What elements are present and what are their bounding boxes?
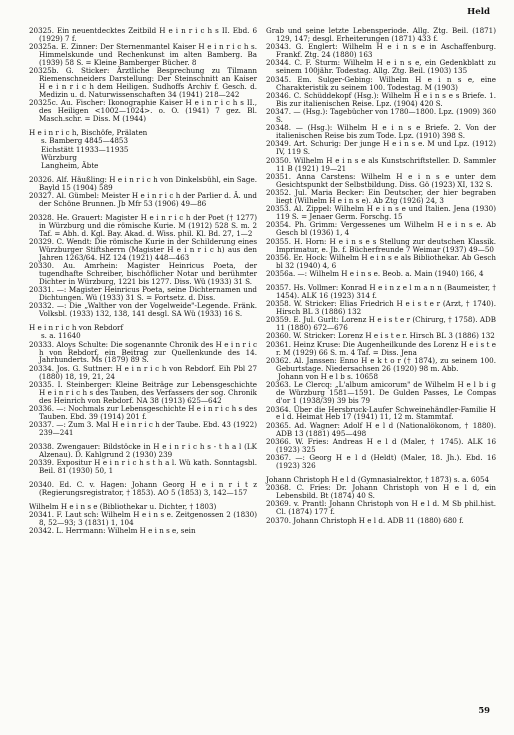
bibliography-entry — [29, 43, 257, 67]
entry-text: —: Magister Heinricus Poeta, seine Dichternamen und Dichtungen. Wü (1933) 31 S. = Fortsetz. d. Diss. — [39, 285, 257, 303]
entry-text: Anna Carstens: Wilhelm H e i n s e unter dem Gesichtspunkt der Selbstbildung. Diss. Gö (1923) XI, 132 S. — [276, 171, 496, 189]
entry-number: 20336. — [29, 404, 54, 414]
entry-text: C. Fries: Dr. Johann Christoph von H e l d, ein Lebensbild. Bt (1874) 40 S. — [276, 483, 496, 501]
entry-number: 20370. — [266, 515, 291, 525]
entry-text: W. Stricker: Elias Friedrich H e i s t e r (Arzt, † 1740). Hirsch BL 3 (1886) 132 — [276, 299, 496, 316]
entry-number: 20345. — [266, 74, 291, 84]
entry-number: 20362. — [266, 355, 291, 365]
entry-number: 20325c. — [29, 98, 58, 108]
entry-text: —: Wilhelm H e i n s e. Beob. a. Main (1940) 166, 4 — [297, 269, 484, 279]
entry-text: Zwengauer: Bildstöcke in H e i n r i c h s - t h a l (LK Alzenau). D. Kahlgrund 2 (1930) 239 — [39, 441, 257, 459]
section-heading: Johann Christoph H e l d (Gymnasialrektor, † 1873) s. a. 6054 — [266, 474, 490, 484]
bibliography-entry — [29, 302, 257, 318]
entry-number: 20352. — [266, 188, 291, 198]
entry-number: 20359. — [266, 315, 291, 325]
bibliography-entry — [29, 421, 257, 437]
entry-number: 20329. — [29, 236, 54, 246]
bibliography-entry — [266, 140, 496, 156]
bibliography-entry — [29, 443, 257, 459]
bibliography-entry — [29, 341, 257, 365]
entry-text: Al. Zippel: Wilhelm H e i n s e und Italien. Jena (1930) 119 S. = Jenaer Germ. Forschg. 15 — [276, 204, 496, 222]
entry-text: W. Fries: Andreas H e l d (Maler, † 1745). ALK 16 (1923) 325 — [276, 436, 496, 454]
bibliography-entry — [29, 238, 257, 262]
bibliography-entry — [29, 481, 257, 497]
bibliography-entry — [266, 254, 496, 270]
entry-text: G. Englert: Wilhelm H e i n s e in Aschaffenburg. Frankf. Ztg. 24 (1880) 163 — [276, 42, 496, 60]
bibliography-entry — [29, 365, 257, 381]
bibliography-entry — [266, 381, 496, 405]
entry-number: 20341. — [29, 509, 54, 519]
section-heading: Wilhelm H e i n s e (Bibliothekar u. Dichter, † 1803) — [29, 501, 217, 511]
entry-number: 20330. — [29, 261, 54, 271]
entry-text: Johann Christoph H e l d. ADB 11 (1880) 680 f. — [293, 515, 464, 525]
bibliography-entry — [266, 300, 496, 316]
bibliography-entry — [29, 27, 257, 43]
bibliography-entry — [266, 189, 496, 205]
bibliography-entry — [266, 173, 496, 189]
entry-text: Über die Hersbruck-Laufer Schweinehändler-Familie H e l d. Heimat Heb 17 (1941) 11, 12 m. Stammtaf. — [276, 404, 496, 422]
entry-text: E. Jul. Gurlt: Lorenz H e i s t e r (Chirurg, † 1758). ADB 11 (1880) 672—676 — [276, 315, 496, 333]
bibliography-entry — [29, 192, 257, 208]
entry-text: C. Schüddekopf (Hsg.): Wilhelm H e i n s e s Briefe. 1. Bis zur italienischen Reise. Lpz. (1904) 420 S. — [276, 90, 496, 108]
entry-text: Em. Sulger-Gebing: Wilhelm H e i n s e, eine Charakteristik zu seinem 100. Todestag. M (1903) — [276, 74, 496, 92]
entry-number: 20356. — [266, 252, 291, 262]
entry-number: 20369. — [266, 499, 291, 509]
bibliography-entry — [29, 99, 257, 123]
entry-text: Ph. Grimm: Vergessenes um Wilhelm H e i n s e. Ab Gesch bl (1936) 1, 4 — [276, 220, 496, 238]
bibliography-entry — [266, 205, 496, 221]
entry-text: — (Hsg.): Wilhelm H e i n s e Briefe. 2. Von der italienischen Reise bis zum Tode. Lpz. (1910) 398 S. — [276, 123, 496, 141]
entry-number: 20349. — [266, 139, 291, 149]
entry-number: 20328. — [29, 212, 54, 222]
section-heading: H e i n r i c h, Bischöfe, Prälaten — [29, 127, 148, 137]
entry-number: 20343. — [266, 42, 291, 52]
bibliography-entry — [266, 221, 496, 237]
bibliography-entry — [266, 238, 496, 254]
entry-text: — (Hsg.): Tagebücher von 1780—1800. Lpz. (1909) 360 S. — [276, 107, 496, 124]
entry-text: Jul. Maria Becker: Ein Deutscher, der hier begraben liegt (Wilhelm H e i n s e). Ab Ztg (1926) 24, 3 — [276, 188, 496, 205]
entry-text: Wilhelm H e i n s e als Kunstschriftsteller. D. Sammler 11 B (1921) 19—21 — [276, 155, 496, 173]
entry-text: Hs. Vollmer: Konrad H e i n z e l m a n n (Baumeister, † 1454). ALK 16 (1923) 314 f. — [276, 282, 496, 300]
bibliography-entry — [266, 157, 496, 173]
entry-number: 20332. — [29, 301, 54, 311]
cross-reference: s. Bamberg 4845—4853 — [41, 136, 129, 146]
entry-number: 20344. — [266, 58, 291, 68]
entry-text: Heinz Kruse: Die Augenheilkunde des Lorenz H e i s t e r. M (1929) 66 S. m. 4 Taf. = Diss. Jena — [276, 339, 496, 357]
entry-number: 20363. — [266, 380, 291, 390]
entry-number: 20355. — [266, 236, 291, 246]
entry-number: 20325b. — [29, 66, 59, 76]
entry-text: Ad. Wagner: Adolf H e l d (Nationalökonom, † 1880). ADB 13 (1881) 495—498 — [276, 420, 496, 438]
bibliography-entry — [266, 438, 496, 454]
entry-number: 20340. — [29, 479, 54, 489]
bibliography-entry — [266, 406, 496, 422]
cross-reference: Langheim, Äbte — [41, 161, 99, 171]
bibliography-entry — [266, 422, 496, 438]
entry-continuation: Grab und seine letzte Lebensperiode. Allg. Ztg. Beil. (1871) 129, 147; desgl. Erheiterungen (1871) 433 f. — [266, 26, 496, 43]
entry-number: 20348. — [266, 123, 291, 133]
entry-number: 20325. — [29, 26, 54, 35]
entry-number: 20361. — [266, 339, 291, 349]
entry-text: C. Wendt: Die römische Kurie in der Schilderung eines Würzburger Stiftsherrn (Magister H e i n r i c h) aus den Jahren 1263/64. HZ 124 (1921) 448—463 — [39, 236, 257, 262]
entry-number: 20367. — [266, 453, 291, 463]
section-heading: H e i n r i c h von Rebdorf — [29, 323, 124, 333]
entry-number: 20364. — [266, 404, 291, 414]
bibliography-entry — [266, 124, 496, 140]
entry-text: Le Clercq: „L'album amicorum" de Wilhelm H e l b i g de Würzburg 1581—1591. De Gulden Passes, Le Compas d'or 1 (1938/39) 39 bis 79 — [276, 380, 496, 406]
bibliography-entry — [29, 511, 257, 527]
right-column — [266, 27, 496, 525]
cross-reference: s. a. 11640 — [41, 331, 81, 341]
bibliography-entry — [29, 176, 257, 192]
entry-text: —: Die „Walther von der Vogelweide"-Legende. Fränk. Volksbl. (1933) 132, 138, 141 desgl. SA Wü (1933) 16 S. — [39, 301, 257, 319]
bibliography-entry — [29, 286, 257, 302]
entry-text: Art. Schurig: Der junge H e i n s e. M und Lpz. (1912) IV, 119 S. — [276, 139, 496, 157]
bibliography-entry — [266, 284, 496, 300]
entry-number: 20354. — [266, 220, 291, 230]
bibliography-entry — [266, 454, 496, 470]
entry-text: He. Grauert: Magister H e i n r i c h der Poet († 1277) in Würzburg und die römische Kurie. M (1912) 528 S. m. 2 Taf. = Abh. d. Kgl. Bay. Akad. d. Wiss. phil. Kl. Bd. 27, 1—2 — [39, 212, 257, 238]
entry-text: C. F. Sturm: Wilhelm H e i n s e, ein Gedenkblatt zu seinem 100jähr. Todestag. Allg. Ztg. Beil. (1903) 135 — [276, 58, 496, 76]
entry-number: 20356a. — [266, 269, 296, 279]
bibliography-entry — [29, 527, 257, 535]
entry-number: 20365. — [266, 420, 291, 430]
entry-number: 20366. — [266, 436, 291, 446]
bibliography-entry — [266, 341, 496, 357]
bibliography-entry — [266, 108, 496, 124]
entry-number: 20353. — [266, 204, 291, 214]
entry-text: —: Zum 3. Mal H e i n r i c h der Taube. Ebd. 43 (1922) 239—241 — [39, 420, 257, 438]
entry-text: Al. Janssen: Enno H e k t o r († 1874), zu seinem 100. Geburtstage. Niedersachsen 26 (1920) 98 m. Abb. — [276, 355, 496, 373]
entry-number: 20339. — [29, 458, 54, 468]
cross-reference: Eichstätt 11933—11935 — [41, 144, 129, 154]
entry-number: 20357. — [266, 282, 291, 292]
entry-number: 20334. — [29, 363, 54, 373]
bibliography-entry — [29, 67, 257, 99]
bibliography-entry — [29, 405, 257, 421]
cross-reference: Würzburg — [41, 152, 77, 162]
entry-text: Aloys Schulte: Die sogenannte Chronik des H e i n r i c h von Rebdorf, ein Beitrag zur Quellenkunde des 14. Jahrhunderts. Ms (1879) 89 S. — [39, 339, 257, 365]
entry-text: Alf. Häußling: H e i n r i c h von Dinkelsbühl, ein Sage. Bayld 15 (1904) 589 — [39, 174, 257, 192]
entry-number: 20338. — [29, 441, 54, 451]
entry-number: 20368. — [266, 483, 291, 493]
entry-number: 20327. — [29, 191, 54, 201]
entry-number: 20346. — [266, 90, 291, 100]
bibliography-entry — [266, 76, 496, 92]
bibliography-entry — [29, 381, 257, 405]
entry-number: 20350. — [266, 155, 291, 165]
bibliography-entry — [266, 517, 496, 525]
entry-number: 20360. — [266, 331, 291, 341]
entry-text: W. Stricker: Lorenz H e i s t e r. Hirsch BL 3 (1886) 132 — [293, 331, 495, 341]
entry-text: —: Nochmals zur Lebensgeschichte H e i n r i c h s des Tauben. Ebd. 39 (1914) 201 f. — [39, 404, 257, 421]
entry-number: 20333. — [29, 339, 54, 349]
entry-number: 20342. — [29, 526, 54, 536]
entry-text: Au. Amrhein: Magister Heinricus Poeta, der tugendhafte Schreiber, bischöflicher Notar und berühmter Dichter in Würzburg, 1221 bis 1277. Diss. Wü (1933) 31 S. — [39, 261, 257, 286]
bibliography-entry — [29, 459, 257, 475]
entry-text: H. Horn: H e i n s e s Stellung zur deutschen Klassik. Imprimatur, e. Jb. f. Bücherfreunde 7 Weimar (1937) 49—50 — [276, 236, 496, 254]
cross-reference: Johann von H e l b s. 10658 — [278, 372, 378, 382]
entry-text: E. Zinner: Der Sternenmantel Kaiser H e i n r i c h s. Himmelskunde und Rechenkunst im alten Bamberg. Ba (1939) 58 S. = Kleine Bamberger Bücher. 8 — [39, 42, 257, 68]
bibliography-entry — [266, 500, 496, 516]
entry-text: Al. Gümbel: Meister H e i n r i c h der Parlier d. Ä. und der Schöne Brunnen. Jb Mfr 53 (1906) 49—86 — [39, 191, 257, 209]
bibliography-entry — [266, 316, 496, 332]
left-column — [29, 27, 257, 535]
entry-text: Jos. G. Suttner: H e i n r i c h von Rebdorf. Eih Pbl 27 (1880) 18, 19, 21, 24 — [39, 363, 257, 381]
entry-text: Expositur H e i n r i c h s t h a l. Wü kath. Sonntagsbl. Beil. 81 (1930) 50, 1 — [39, 458, 257, 476]
entry-number: 20331. — [29, 285, 54, 295]
entry-number: 20351. — [266, 171, 291, 181]
entry-text: Au. Fischer: Ikonographie Kaiser H e i n r i c h s II., des Heiligen <1002—1024>. o. O. (1941) 7 gez. Bl. Masch.schr. = Diss. M (1944) — [39, 98, 258, 124]
bibliography-entry — [29, 262, 257, 286]
bibliography-entry — [266, 270, 496, 278]
entry-text: Ein neuentdecktes Zeitbild H e i n r i c h s II. Ebd. 6 (1929) 7 f. — [39, 26, 257, 43]
running-header: Held — [467, 7, 490, 17]
bibliography-entry — [266, 92, 496, 108]
entry-text: Ed. C. v. Hagen: Johann Georg H e i n r i t z (Regierungsregistrator, † 1853). AO 5 (1853) 3, 142—157 — [39, 479, 258, 497]
entry-text: L. Herrmann: Wilhelm H e i n s e, sein — [56, 526, 196, 536]
entry-number: 20358. — [266, 299, 291, 309]
entry-number: 20337. — [29, 420, 54, 430]
entry-text: G. Sticker: Ärztliche Besprechung zu Tilmann Riemenschneiders Darstellung: Der Steinschnitt an Kaiser H e i n r i c h dem Heiligen. Sudhoffs Archiv f. Gesch. d. Medizin u. d. Naturwissenschaften 34 (1941) 218—242 — [39, 66, 257, 100]
entry-number: 20347. — [266, 107, 291, 117]
page-number: 59 — [478, 705, 490, 715]
bibliography-entry — [266, 357, 496, 373]
entry-number: 20326. — [29, 174, 54, 184]
bibliography-entry — [266, 59, 496, 75]
bibliography-entry — [29, 214, 257, 238]
entry-text: I. Steinberger: Kleine Beiträge zur Lebensgeschichte H e i n r i c h s des Tauben, des Verfassers der sog. Chronik des Heinrich von Rebdorf. NA 38 (1913) 625—642 — [39, 379, 257, 405]
entry-number: 20335. — [29, 379, 54, 389]
entry-text: F. Laut sch: Wilhelm H e i n s e. Zeitgenossen 2 (1830) 8, 52—93; 3 (1831) 1, 104 — [39, 509, 257, 527]
bibliography-entry — [266, 484, 496, 500]
entry-text: v. Prantl: Johann Christoph von H e l d. M Sb phil.hist. Cl. (1874) 177 f. — [276, 499, 496, 517]
bibliography-entry — [266, 43, 496, 59]
entry-text: —: Georg H e l d (Heldt) (Maler, 18. Jh.). Ebd. 16 (1923) 326 — [276, 453, 496, 471]
entry-text: Er. Hock: Wilhelm H e i n s e als Bibliothekar. Ab Gesch bl 32 (1940) 4, 6 — [276, 252, 496, 270]
entry-number: 20325a. — [29, 42, 59, 52]
